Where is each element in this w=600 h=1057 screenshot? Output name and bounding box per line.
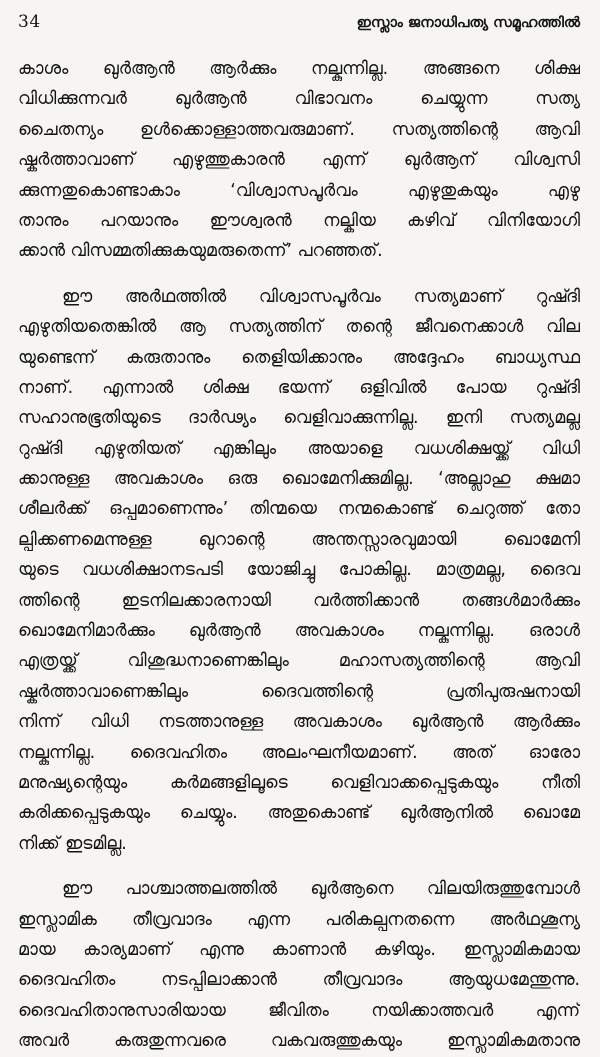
- text-line: ക്കാനുള്ള അവകാശം ഒരു ഖൊമേനിക്കുമില്ല. ‘അല്ലാഹു ക്ഷമാ: [18, 469, 580, 490]
- text-line: ക്കാൻ വിസമ്മതിക്കുകയുമരുതെന്ന്’ പറഞ്ഞത്.: [18, 241, 383, 262]
- paragraph-1: [18, 54, 580, 267]
- page-header: [18, 12, 580, 38]
- text-line: യുടെ വധശിക്ഷാനടപടി യോജിച്ചു പോകില്ല. മാത്രമല്ല, ദൈവ: [18, 560, 580, 581]
- text-line: ശീലർക്ക് ഒപ്പമാണെന്നും’ തിന്മയെ നന്മകൊണ്ട് ചെറുത്ത് തോ: [18, 499, 580, 520]
- paragraph-3: [18, 874, 580, 1056]
- text-line: നല്കുന്നില്ല. ദൈവഹിതം അലംഘനീയമാണ്. അത് ഓരോ: [18, 742, 580, 763]
- text-line: യുണ്ടെന്ന് കരുതാനും തെളിയിക്കാനും അദ്ദേഹം ബാധ്യസ്ഥ: [18, 347, 580, 368]
- text-line: എത്രയ്ക്ക് വിശുദ്ധനാണെങ്കിലും മഹാസത്യത്തിന്റെ ആവി: [18, 651, 580, 672]
- text-line: ഈ അർഥത്തിൽ വിശ്വാസപൂർവം സത്യമാണ് റുഷ്ദി: [62, 286, 580, 307]
- text-line: കാശം ഖുർആൻ ആർക്കും നല്കുന്നില്ല. അങ്ങനെ ശിക്ഷ: [18, 59, 580, 79]
- body-text: [18, 54, 580, 1057]
- text-line: എഴുതിയതെങ്കിൽ ആ സത്യത്തിന് തന്റെ ജീവനെക്കാൾ വില: [18, 317, 580, 338]
- text-line: കരിക്കപ്പെടുകയും ചെയ്യും. അതുകൊണ്ട് ഖുർആനിൽ ഖൊമേ: [18, 803, 580, 824]
- text-line: ല്പിക്കണമെന്നുള്ള ഖുറാന്റെ അന്തസ്സാരവുമായി ഖൊമേനി: [18, 529, 580, 550]
- text-line: ക്കുന്നതുകൊണ്ടാകാം ‘വിശ്വാസപൂർവം എഴുതുകയും എഴു: [18, 180, 580, 201]
- text-line: അവർ കരുതുന്നവരെ വകവരുത്തുകയും ഇസ്ലാമികമതാനു: [18, 1031, 580, 1052]
- text-line: ഖൊമേനിമാർക്കും ഖുർആൻ അവകാശം നല്കുന്നില്ല. ഒരാൾ: [18, 621, 580, 642]
- text-line: ഇസ്ലാമിക തീവ്രവാദം എന്ന പരികല്പനതന്നെ അർഥശൂന്യ: [18, 909, 580, 930]
- text-line: റുഷ്ദി എഴുതിയത് എങ്കിലും അയാളെ വധശിക്ഷയ്ക്ക് വിധി: [18, 438, 580, 459]
- text-line: ഷ്കർത്താവാണ് എഴുത്തുകാരൻ എന്ന് ഖുർആന് വിശ്വസി: [18, 150, 580, 171]
- text-line: ഈ പാശ്ചാത്തലത്തിൽ ഖുർആനെ വിലയിരുത്തുമ്പോൾ: [62, 879, 580, 900]
- text-line: മനുഷ്യന്റെയും കർമങ്ങളിലൂടെ വെളിവാക്കപ്പെടുകയും നീതി: [18, 772, 580, 793]
- paragraph-2: [18, 282, 580, 859]
- running-head: ഇസ്ലാം ജനാധിപത്യ സമൂഹത്തിൽ: [356, 15, 580, 31]
- text-line: മായ കാര്യമാണ് എന്നു കാണാൻ കഴിയും. ഇസ്ലാമികമായ: [18, 939, 580, 960]
- text-line: ത്തിന്റെ ഇടനിലക്കാരനായി വർത്തിക്കാൻ തങ്ങൾമാർക്കും: [18, 590, 580, 611]
- text-line: സഹാനുഭൂതിയുടെ ദാർഢ്യം വെളിവാക്കുന്നില്ല. ഇനി സത്യമല്ല: [18, 408, 580, 429]
- text-line: താനും പറയാനും ഈശ്വരൻ നല്കിയ കഴിവ് വിനിയോഗി: [18, 210, 580, 231]
- text-line: ഷ്കർത്താവാണെങ്കിലും ദൈവത്തിന്റെ പ്രതിപുരുഷനായി: [18, 681, 580, 702]
- text-line: നിന്ന് വിധി നടത്താനുള്ള അവകാശം ഖുർആൻ ആർക്കും: [18, 712, 580, 733]
- text-line: ദൈവഹിതം നടപ്പിലാക്കാൻ തീവ്രവാദം ആയുധമേന്തുന്നു.: [18, 970, 580, 991]
- text-line: വിധിക്കുന്നവർ ഖുർആൻ വിഭാവനം ചെയ്യുന്ന സത്യ: [18, 89, 580, 110]
- text-line: നിക്ക് ഇടമില്ല.: [18, 833, 127, 854]
- page-number: 34: [18, 12, 41, 32]
- text-line: നാണ്. എന്നാൽ ശിക്ഷ ഭയന്ന് ഒളിവിൽ പോയ റുഷ്ദി: [18, 377, 580, 398]
- text-line: ചൈതന്യം ഉൾക്കൊള്ളാത്തവരുമാണ്. സത്യത്തിന്റെ ആവി: [18, 119, 580, 140]
- text-line: ദൈവഹിതാനുസാരിയായ ജീവിതം നയിക്കാത്തവർ എന്ന്: [18, 1000, 580, 1021]
